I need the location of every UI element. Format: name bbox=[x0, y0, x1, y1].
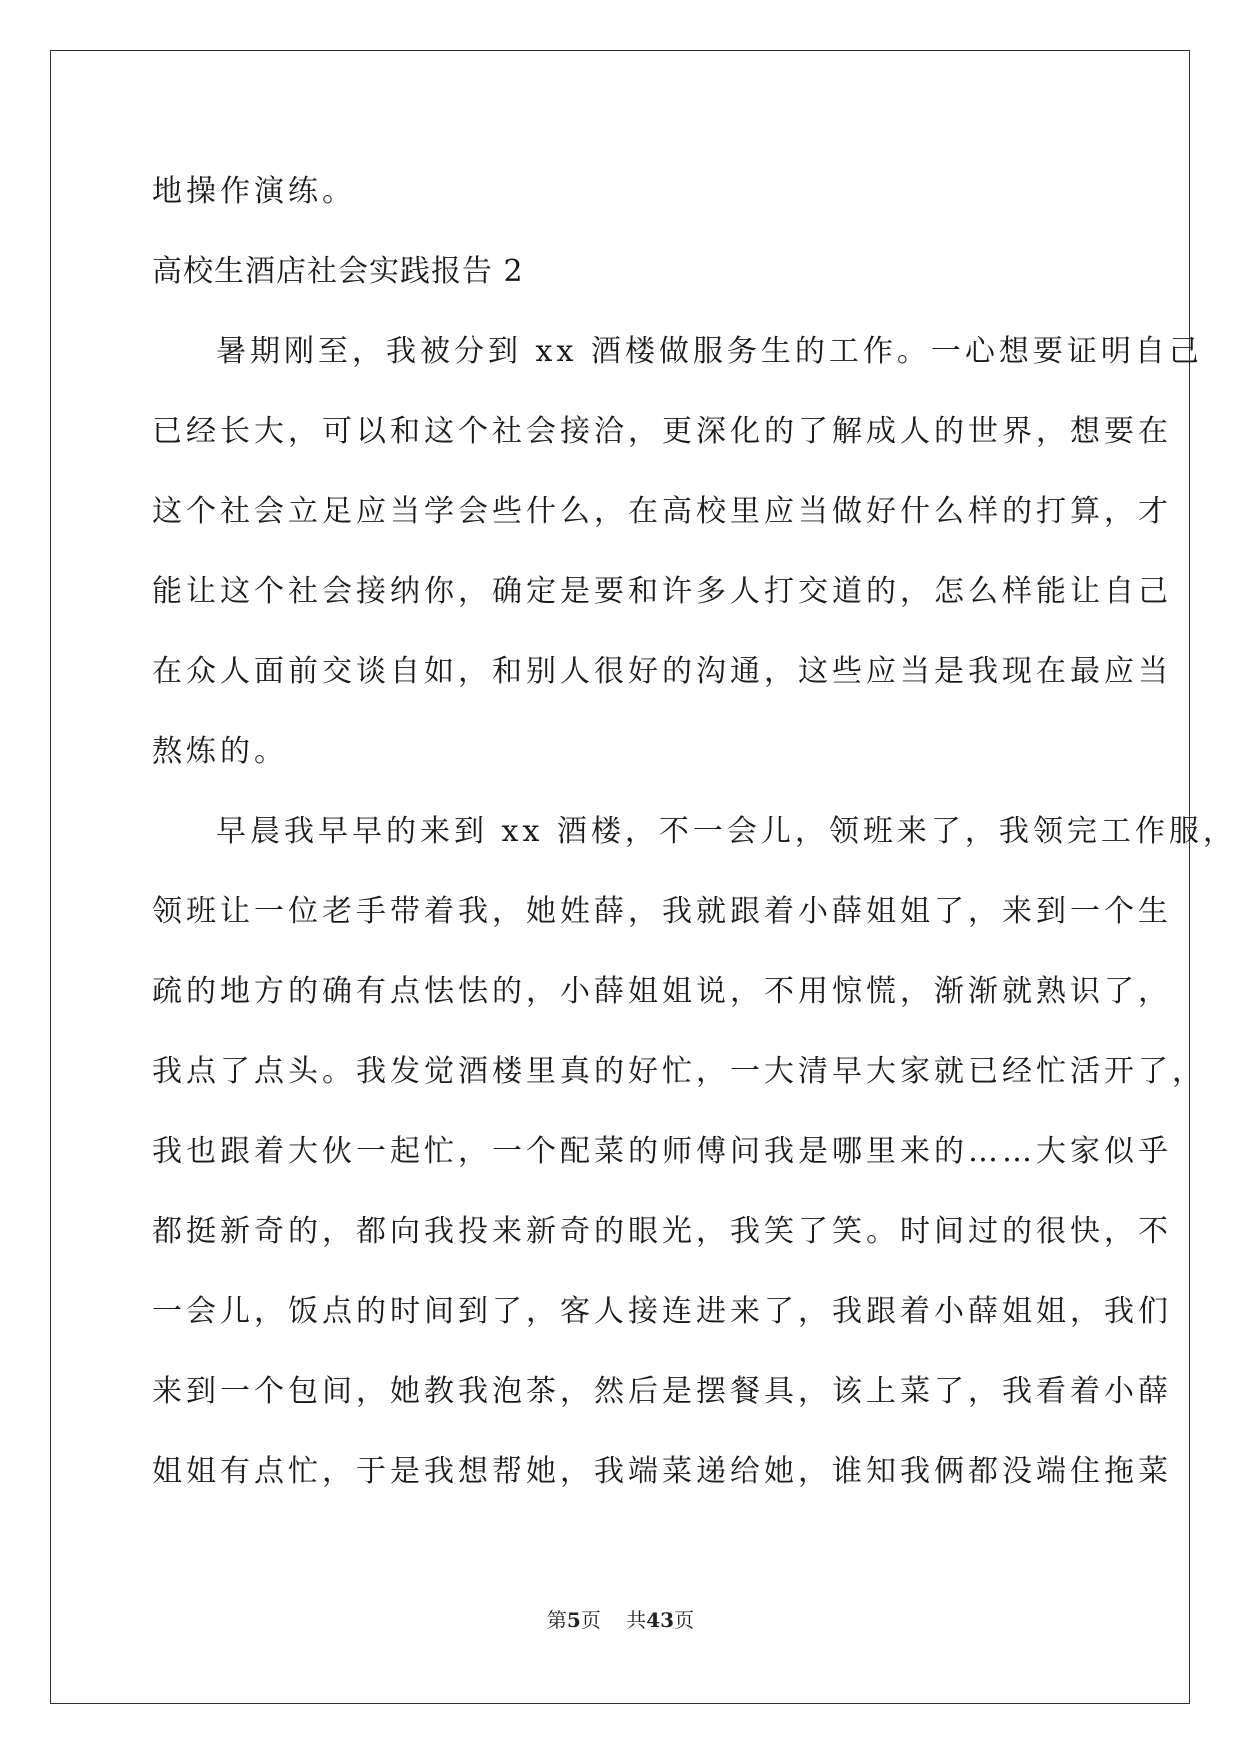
text-line: 来到一个包间，她教我泡茶，然后是摆餐具，该上菜了，我看着小薛 bbox=[152, 1374, 1172, 1409]
document-body bbox=[152, 152, 1237, 1512]
text-line: 一会儿，饭点的时间到了，客人接连进来了，我跟着小薛姐姐，我们 bbox=[152, 1294, 1172, 1329]
text-line: 姐姐有点忙，于是我想帮她，我端菜递给她，谁知我俩都没端住拖菜 bbox=[152, 1454, 1172, 1489]
footer-prefix: 第 bbox=[546, 1608, 567, 1632]
footer-page-suffix: 页 bbox=[580, 1608, 601, 1632]
section-heading: 高校生酒店社会实践报告 2 bbox=[152, 254, 524, 289]
text-line: 已经长大，可以和这个社会接洽，更深化的了解成人的世界，想要在 bbox=[152, 414, 1172, 449]
text-line: 能让这个社会接纳你，确定是要和许多人打交道的，怎么样能让自己 bbox=[152, 574, 1172, 609]
text-line: 疏的地方的确有点怯怯的，小薛姐姐说，不用惊慌，渐渐就熟识了， bbox=[152, 974, 1172, 1009]
footer-total-prefix: 共 bbox=[626, 1608, 647, 1632]
text-line: 我也跟着大伙一起忙，一个配菜的师傅问我是哪里来的……大家似乎 bbox=[152, 1134, 1172, 1169]
text-line: 我点了点头。我发觉酒楼里真的好忙，一大清早大家就已经忙活开了， bbox=[152, 1054, 1206, 1089]
total-pages: 43 bbox=[646, 1608, 675, 1632]
text-line: 都挺新奇的，都向我投来新奇的眼光，我笑了笑。时间过的很快，不 bbox=[152, 1214, 1172, 1249]
footer-total-suffix: 页 bbox=[674, 1608, 695, 1632]
text-line: 这个社会立足应当学会些什么，在高校里应当做好什么样的打算，才 bbox=[152, 494, 1172, 529]
page-footer bbox=[0, 1604, 1241, 1633]
text-line: 在众人面前交谈自如，和别人很好的沟通，这些应当是我现在最应当 bbox=[152, 654, 1172, 689]
text-line: 领班让一位老手带着我，她姓薛，我就跟着小薛姐姐了，来到一个生 bbox=[152, 894, 1172, 929]
text-line: 熬炼的。 bbox=[152, 734, 288, 769]
paragraph-first-line: 暑期刚至，我被分到 xx 酒楼做服务生的工作。一心想要证明自己 bbox=[216, 334, 1203, 369]
text-line: 地操作演练。 bbox=[152, 174, 356, 209]
page-number: 5 bbox=[566, 1608, 581, 1632]
paragraph-first-line: 早晨我早早的来到 xx 酒楼，不一会儿，领班来了，我领完工作服， bbox=[216, 814, 1237, 849]
